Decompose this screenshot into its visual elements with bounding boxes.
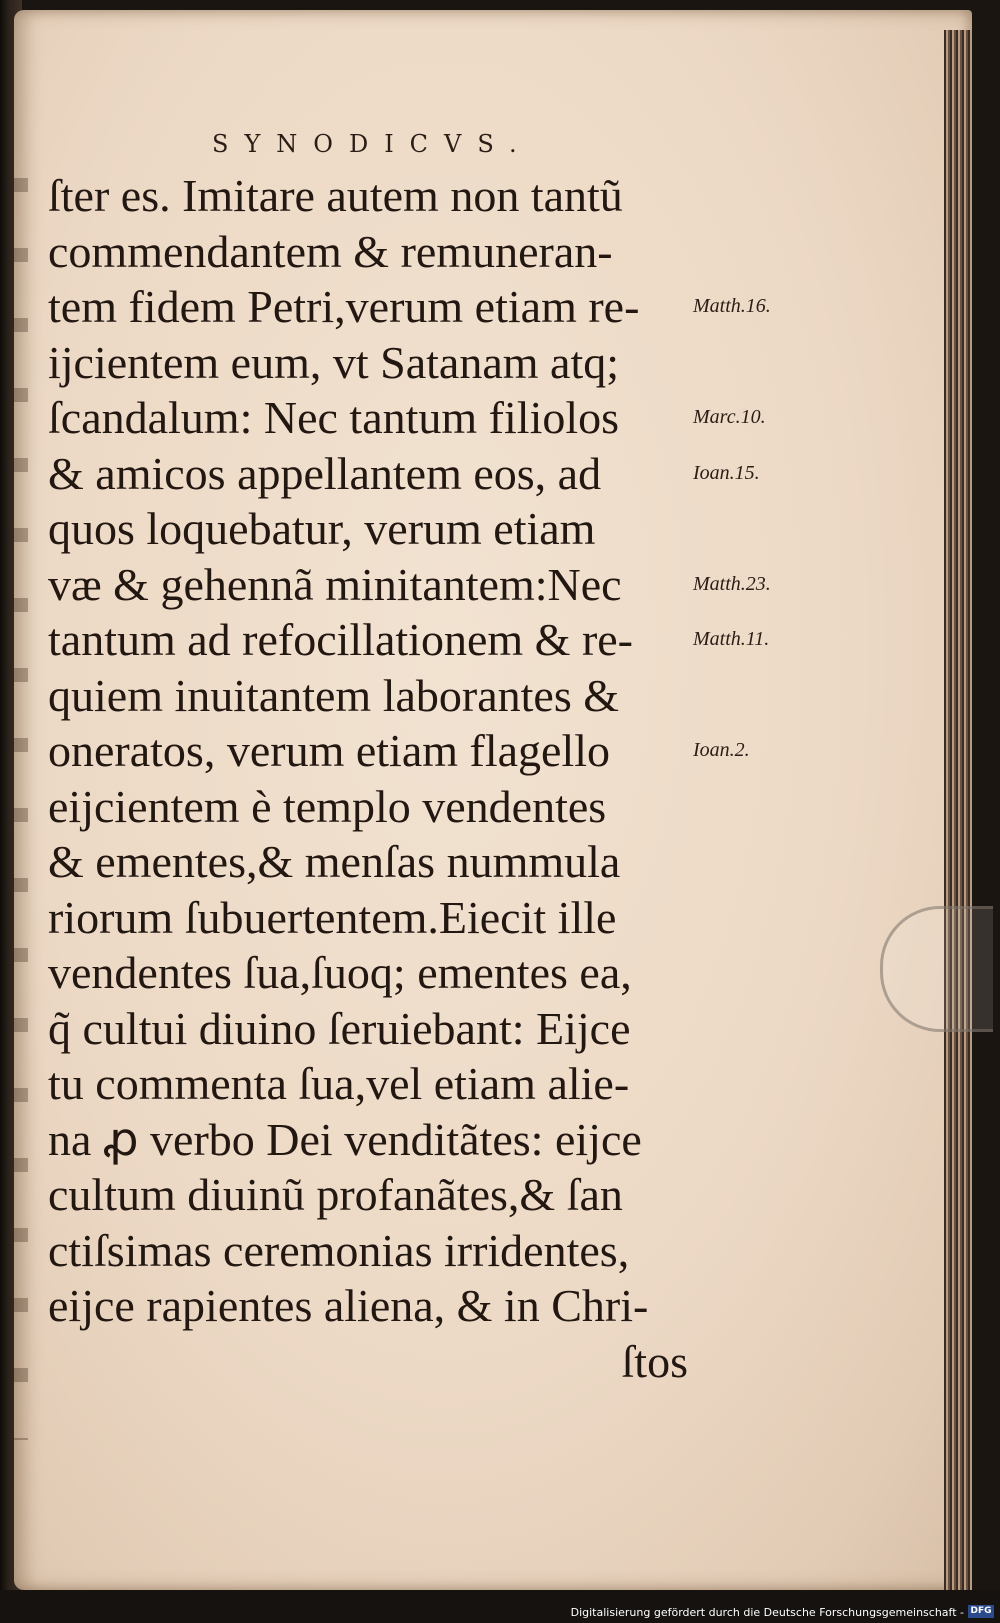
text-line: commendantem & remuneran- — [48, 225, 613, 277]
text-line: & amicos appellantem eos, ad — [48, 447, 602, 499]
text-line: eijcientem è templo vendentes — [48, 780, 607, 832]
page-stack-edges — [944, 30, 972, 1595]
dfg-logo: DFG — [968, 1605, 994, 1618]
marginal-note: Matth.11. — [693, 628, 770, 650]
text-line: vendentes ſua,ſuoq; ementes ea, — [48, 947, 632, 998]
text-line: ctiſsimas ceremonias irridentes, — [48, 1224, 630, 1276]
text-line: eijce rapientes aliena, & in Chri- — [48, 1280, 649, 1331]
funding-credit: Digitalisierung gefördert durch die Deutsche Forschungsgemeinschaft - — [570, 1606, 964, 1619]
marginal-note: Matth.16. — [693, 295, 771, 317]
text-line: tu commenta ſua,vel etiam alie- — [48, 1058, 630, 1109]
text-line: tem fidem Petri,verum etiam re- — [48, 281, 640, 332]
footer-bar — [0, 1590, 1000, 1623]
text-line: quos loquebatur, verum etiam — [48, 503, 596, 554]
text-line: tantum ad refocillationem & re- — [48, 614, 633, 665]
text-line: ſter es. Imitare autem non tantũ — [48, 170, 623, 221]
text-line: oneratos, verum etiam flagello — [48, 725, 611, 776]
marginal-note: Matth.23. — [693, 572, 771, 595]
text-line: ſcandalum: Nec tantum filiolos — [48, 392, 620, 443]
text-line: na ꝓ verbo Dei venditãtes: eijce — [48, 1113, 642, 1165]
text-line: riorum ſubuertentem.Eiecit ille — [48, 891, 617, 943]
facing-page-bleed — [14, 140, 28, 1440]
text-line: cultum diuinũ profanãtes,& ſan — [48, 1169, 623, 1220]
text-line: ijcientem eum, vt Satanam atq; — [48, 336, 620, 388]
text-line: q̃ cultui diuino ſeruiebant: Eijce — [48, 1002, 631, 1054]
text-line: & ementes,& menſas nummula — [48, 836, 621, 887]
page-clip — [880, 906, 993, 1032]
marginal-note: Ioan.15. — [693, 461, 760, 484]
text-line: væ & gehennã minitantem:Nec — [48, 558, 622, 610]
marginal-note: Ioan.2. — [693, 739, 750, 761]
running-header: SYNODICVS. — [212, 130, 533, 158]
text-line: ſtos — [621, 1335, 688, 1387]
marginal-note: Marc.10. — [693, 406, 766, 428]
text-line: quiem inuitantem laborantes & — [48, 669, 620, 721]
body-text — [48, 168, 698, 1389]
